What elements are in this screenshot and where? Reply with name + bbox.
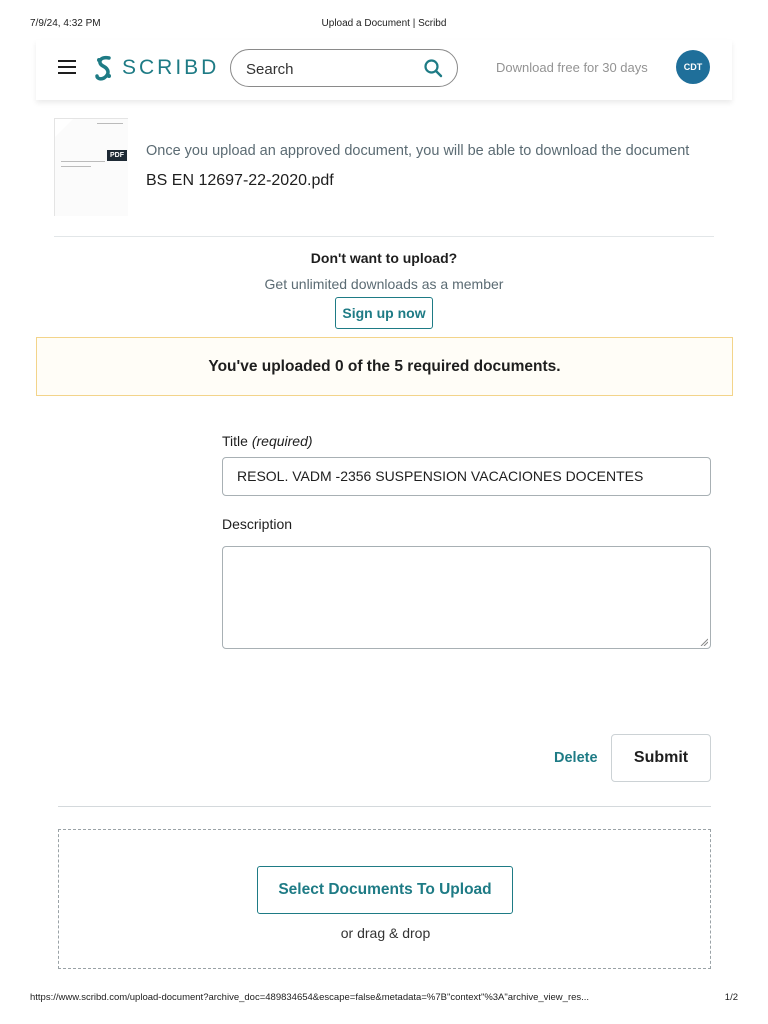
search-input[interactable]	[230, 49, 458, 87]
description-field[interactable]	[222, 546, 711, 649]
print-header	[0, 18, 768, 34]
document-filename: BS EN 12697-22-2020.pdf	[146, 172, 334, 189]
document-thumbnail	[54, 118, 128, 216]
print-url: https://www.scribd.com/upload-document?archive_doc=489834654&escape=false&metadata=%7B"context"%3A"archive_view_res...	[30, 992, 590, 1003]
pdf-badge: PDF	[107, 150, 127, 161]
drag-drop-hint: or drag & drop	[340, 925, 431, 941]
divider	[58, 806, 711, 807]
delete-button[interactable]: Delete	[554, 750, 598, 766]
top-navigation-bar	[36, 40, 732, 100]
avatar[interactable]: CDT	[676, 50, 710, 84]
print-page-title: Upload a Document | Scribd	[321, 18, 447, 29]
print-date: 7/9/24, 4:32 PM	[30, 18, 101, 29]
scribd-logo[interactable]	[94, 54, 219, 82]
scribd-logo-icon	[94, 54, 114, 82]
logo-wordmark: SCRIBD	[122, 56, 220, 79]
upload-requirement-notice: You've uploaded 0 of the 5 required documents.	[36, 337, 733, 396]
title-required-text: (required)	[251, 433, 313, 449]
resize-handle-icon[interactable]	[700, 638, 708, 646]
title-label-text: Title	[222, 433, 248, 449]
divider	[54, 236, 714, 237]
select-documents-button[interactable]: Select Documents To Upload	[257, 866, 513, 914]
print-page-number: 1/2	[724, 992, 738, 1003]
upload-dropzone[interactable]	[58, 829, 711, 969]
download-free-link[interactable]: Download free for 30 days	[496, 60, 648, 75]
sign-up-button[interactable]: Sign up now	[335, 297, 433, 329]
upload-note: Once you upload an approved document, you will be able to download the document	[146, 143, 690, 159]
hamburger-icon[interactable]	[58, 60, 76, 74]
membership-subtext: Get unlimited downloads as a member	[264, 276, 504, 292]
description-label: Description	[222, 516, 293, 532]
title-field[interactable]: RESOL. VADM -2356 SUSPENSION VACACIONES DOCENTES	[222, 457, 711, 496]
search-icon[interactable]	[423, 58, 443, 78]
search-placeholder: Search	[246, 61, 294, 78]
membership-heading: Don't want to upload?	[310, 250, 458, 266]
title-label	[222, 433, 313, 449]
submit-button[interactable]: Submit	[611, 734, 711, 782]
